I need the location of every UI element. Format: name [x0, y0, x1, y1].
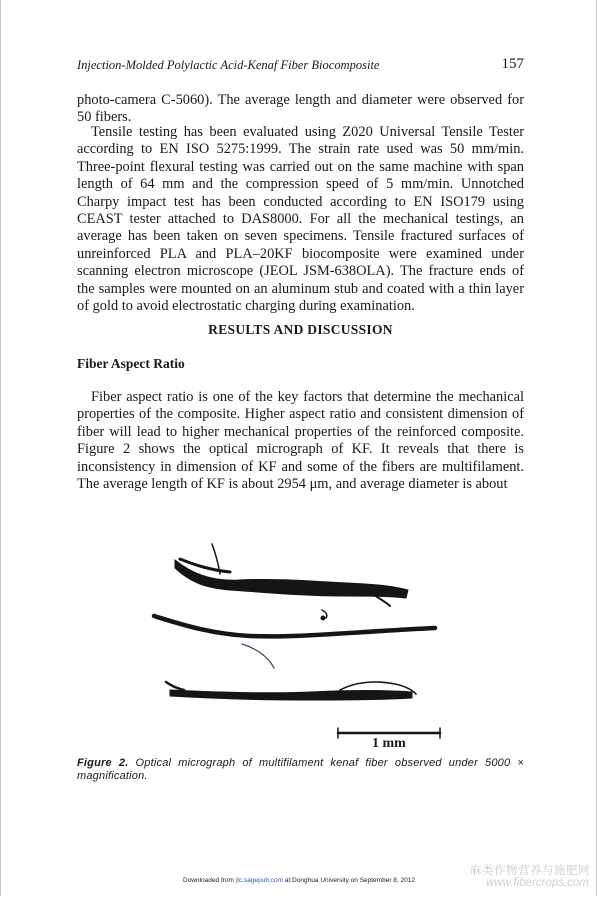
watermark-url: www.fibercrops.com [486, 877, 589, 889]
fiber-1 [175, 560, 408, 598]
page-number: 157 [501, 56, 524, 72]
running-head-title: Injection-Molded Polylactic Acid-Kenaf Fiber Biocomposite [77, 58, 380, 72]
footer-suffix: at Donghua University on September 8, 2012 [283, 877, 415, 884]
fiber-3 [170, 690, 412, 700]
footer-prefix: Downloaded from [183, 877, 236, 884]
figure-caption-text: Optical micrograph of multifilament kenaf fiber observed under 5000 × magnification. [77, 757, 524, 782]
scale-bar-label: 1 mm [372, 736, 406, 751]
subsection-heading: Fiber Aspect Ratio [77, 356, 185, 371]
figure-caption-label: Figure 2. [77, 757, 129, 769]
section-heading: RESULTS AND DISCUSSION [208, 322, 393, 337]
kenaf-fiber-micrograph [150, 532, 450, 757]
watermark-chinese: 麻类作物营养与施肥网 [470, 863, 590, 877]
paragraph-mechanical-testing: Tensile testing has been evaluated using Z020 Universal Tensile Tester according to EN ISO 5275:1999. The strain rate used was 50 mm/min. Three-point flexural testing was carried out on the same machine with span length of 64 mm and the compression speed of 5 mm/min. Unnotched Charpy impact test has been conducted according to EN ISO179 using CEAST tester attached to DAS8000. For all the mechanical testings, an average has been taken on seven specimens. Tensile fractured surfaces of unreinforced PLA and PLA–20KF biocomposite were examined under scanning electron microscope (JEOL JSM-638OLA). The fracture ends of the samples were mounted on an aluminum stub and coated with a thin layer of gold to avoid electrostatic charging during examination. [77, 124, 524, 315]
footer-link[interactable]: jtc.sagepub.com [235, 877, 284, 884]
figure-caption [77, 757, 524, 783]
paragraph-fiber-aspect-ratio: Fiber aspect ratio is one of the key factors that determine the mechanical properties of the composite. Higher aspect ratio and consistent dimension of fiber will lead to higher mechanical properties of the reinforced composite. Figure 2 shows the optical micrograph of KF. It reveals that there is inconsistency in dimension of KF and some of the fibers are multifilament. The average length of KF is about 2954 μm, and average diameter is about [77, 389, 524, 493]
paragraph-methods-end: photo-camera C-5060). The average length and diameter were observed for 50 fibers. [77, 92, 524, 126]
fiber-2 [154, 616, 435, 636]
fiber-2-filament [242, 644, 274, 668]
fiber-fragment-dot [321, 616, 325, 620]
fiber-3-strand [166, 682, 184, 690]
